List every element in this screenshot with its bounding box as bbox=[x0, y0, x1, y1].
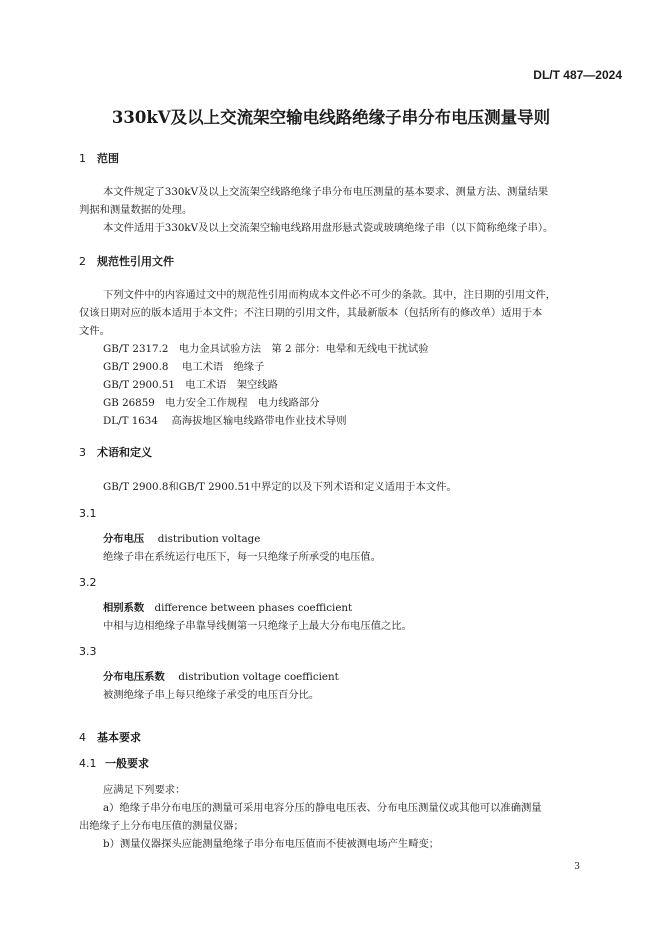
reference-item: DL/T 1634 高海拔地区输电线路带电作业技术导则 bbox=[103, 415, 347, 427]
reference-item: GB/T 2317.2 电力金具试验方法 第 2 部分：电晕和无线电干扰试验 bbox=[103, 343, 429, 355]
term-entry bbox=[103, 668, 339, 683]
paragraph: 本文件适用于330kV及以上交流架空输电线路用盘形悬式瓷或玻璃绝缘子串（以下简称绝缘子串）。 bbox=[103, 222, 554, 234]
term-number: 3.2 bbox=[79, 576, 97, 589]
section-3-heading bbox=[79, 444, 152, 460]
list-item: b）测量仪器探头应能测量绝缘子串分布电压值而不使被测电场产生畸变； bbox=[103, 838, 440, 850]
section-number: 2 bbox=[79, 255, 86, 268]
paragraph: 应满足下列要求： bbox=[103, 784, 186, 796]
subsection-title: 一般要求 bbox=[105, 757, 149, 770]
paragraph: 本文件规定了330kV及以上交流架空线路绝缘子串分布电压测量的基本要求、测量方法、测量结果 bbox=[103, 186, 549, 198]
list-item: a）绝缘子串分布电压的测量可采用电容分压的静电电压表、分布电压测量仪或其他可以准确测量 bbox=[103, 802, 542, 814]
section-number: 1 bbox=[79, 152, 86, 165]
reference-item: GB/T 2900.8 电工术语 绝缘子 bbox=[103, 361, 265, 373]
term-en: distribution voltage coefficient bbox=[178, 671, 339, 683]
section-1-heading bbox=[79, 150, 119, 166]
term-definition: 被测绝缘子串上每只绝缘子承受的电压百分比。 bbox=[103, 689, 320, 701]
paragraph: 文件。 bbox=[79, 325, 110, 337]
list-item-continuation: 出绝缘子上分布电压值的测量仪器； bbox=[79, 820, 244, 832]
section-title: 规范性引用文件 bbox=[97, 255, 174, 268]
subsection-number: 4.1 bbox=[79, 757, 97, 770]
standard-code: DL/T 487—2024 bbox=[533, 68, 622, 82]
paragraph: 判据和测量数据的处理。 bbox=[79, 204, 193, 216]
term-en: distribution voltage bbox=[157, 533, 261, 545]
subsection-4-1-heading bbox=[79, 755, 149, 771]
section-number: 3 bbox=[79, 446, 86, 459]
paragraph: GB/T 2900.8和GB/T 2900.51中界定的以及下列术语和定义适用于本文件。 bbox=[103, 481, 457, 493]
term-number: 3.1 bbox=[79, 507, 97, 520]
term-zh: 相别系数 bbox=[103, 602, 145, 614]
term-entry bbox=[103, 530, 260, 545]
document-title: 330kV及以上交流架空输电线路绝缘子串分布电压测量导则 bbox=[111, 108, 551, 127]
paragraph: 下列文件中的内容通过文中的规范性引用而构成本文件必不可少的条款。其中，注日期的引用文件， bbox=[103, 289, 557, 301]
section-2-heading bbox=[79, 253, 174, 269]
reference-item: GB/T 2900.51 电工术语 架空线路 bbox=[103, 379, 278, 391]
term-en: difference between phases coefficient bbox=[154, 602, 353, 614]
paragraph: 仅该日期对应的版本适用于本文件；不注日期的引用文件，其最新版本（包括所有的修改单）适用于本 bbox=[79, 307, 543, 319]
term-zh: 分布电压 bbox=[103, 533, 145, 545]
term-definition: 绝缘子串在系统运行电压下，每一只绝缘子所承受的电压值。 bbox=[103, 551, 382, 563]
section-title: 术语和定义 bbox=[97, 446, 152, 459]
term-definition: 中相与边相绝缘子串靠导线侧第一只绝缘子上最大分布电压值之比。 bbox=[103, 620, 412, 632]
section-4-heading bbox=[79, 729, 141, 745]
term-zh: 分布电压系数 bbox=[103, 671, 165, 683]
section-number: 4 bbox=[79, 731, 86, 744]
section-title: 基本要求 bbox=[97, 731, 141, 744]
term-number: 3.3 bbox=[79, 645, 97, 658]
page-number: 3 bbox=[574, 862, 580, 872]
term-entry bbox=[103, 599, 352, 614]
section-title: 范围 bbox=[97, 152, 119, 165]
reference-item: GB 26859 电力安全工作规程 电力线路部分 bbox=[103, 397, 320, 409]
